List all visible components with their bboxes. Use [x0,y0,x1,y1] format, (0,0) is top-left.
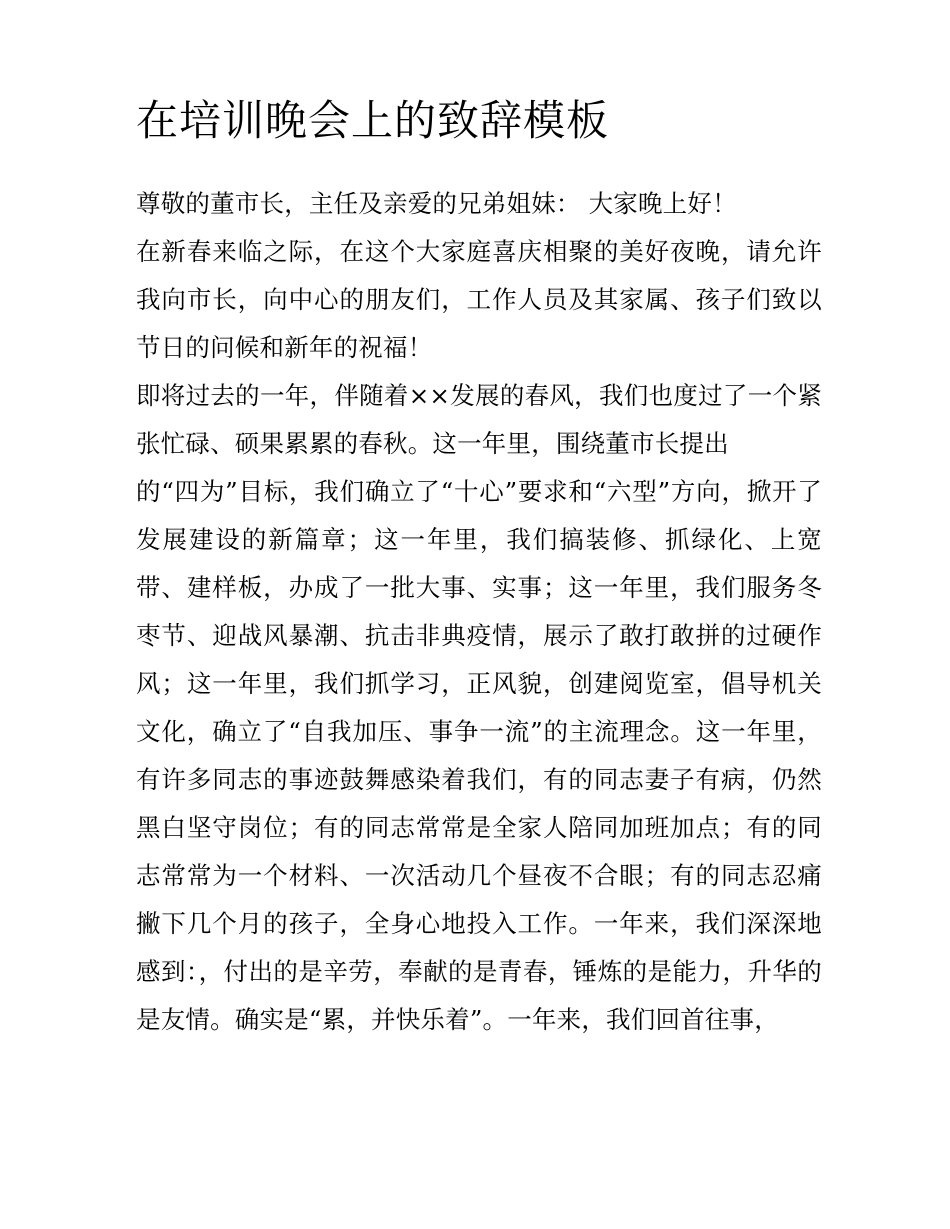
paragraph-4: 的“四为”目标，我们确立了“十心”要求和“六型”方向，掀开了发展建设的新篇章；这一年里，我们搞装修、抓绿化、上宽带、建样板，办成了一批大事、实事；这一年里，我们服务冬枣节、迎战风暴潮、抗击非典疫情，展示了敢打敢拼的过硬作风；这一年里，我们抓学习，正风貌，创建阅览室，倡导机关文化，确立了“自我加压、事争一流”的主流理念。这一年里，有许多同志的事迹鼓舞感染着我们，有的同志妻子有病，仍然黑白坚守岗位；有的同志常常是全家人陪同加班加点；有的同志常常为一个材料、一次活动几个昼夜不合眼；有的同志忍痛撇下几个月的孩子，全身心地投入工作。一年来，我们深深地感到：，付出的是辛劳，奉献的是青春，锤炼的是能力，升华的是友情。确实是“累，并快乐着”。一年来，我们回首往事， [136,477,822,1035]
paragraph-3: 即将过去的一年，伴随着××发展的春风，我们也度过了一个紧张忙碌、硕果累累的春秋。这一年里，围绕董市长提出 [136,381,822,459]
paragraph-2: 在新春来临之际，在这个大家庭喜庆相聚的美好夜晚，请允许我向市长，向中心的朋友们，工作人员及其家属、孩子们致以节日的问候和新年的祝福！ [136,237,822,363]
document-body [136,180,822,1044]
page-title: 在培训晚会上的致辞模板 [136,96,610,145]
paragraph-1: 尊敬的董市长，主任及亲爱的兄弟姐妹： 大家晚上好！ [136,189,737,219]
